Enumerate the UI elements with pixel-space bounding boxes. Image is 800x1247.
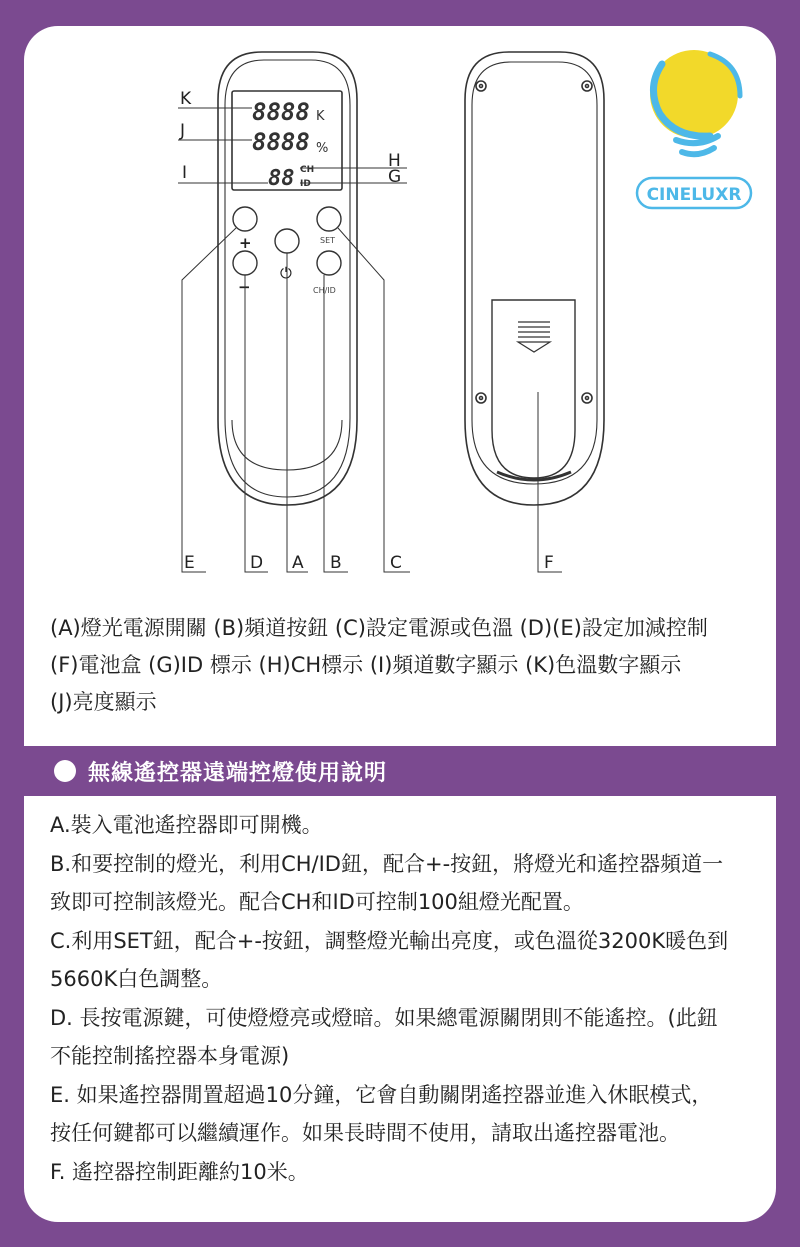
callout-f: F: [544, 553, 554, 573]
callout-g: G: [388, 167, 402, 187]
set-label: SET: [320, 236, 336, 245]
instruction-b-line-2: 致即可控制該燈光。配合CH和ID可控制100組燈光配置。: [50, 890, 584, 914]
legend-line-2: (F)電池盒 (G)ID 標示 (H)CH標示 (I)頻道數字顯示 (K)色溫數字顯示: [50, 653, 682, 677]
lcd-ch-label: CH: [300, 165, 315, 175]
power-icon: ⏻: [280, 264, 292, 282]
cineluxr-logo: [632, 44, 756, 214]
callout-a: A: [292, 553, 304, 573]
section-title: 無線遙控器遠端控燈使用說明: [88, 760, 388, 786]
instructions: [50, 806, 760, 1191]
callout-h: H: [388, 151, 401, 171]
instruction-d-line-1: D. 長按電源鍵，可使燈燈亮或燈暗。如果總電源關閉則不能遙控。(此鈕: [50, 1005, 718, 1030]
chid-button[interactable]: [317, 251, 341, 275]
set-button[interactable]: [317, 207, 341, 231]
instruction-c-line-2: 5660K白色調整。: [50, 967, 223, 991]
plus-button[interactable]: [233, 207, 257, 231]
callout-i: I: [182, 163, 188, 183]
callout-line-back: [538, 392, 562, 572]
legend: [50, 610, 760, 721]
lcd-display: [252, 98, 328, 191]
lcd-row2-digits: 8888: [252, 128, 310, 156]
callout-k: K: [180, 89, 192, 109]
chid-label: CH/ID: [313, 286, 336, 295]
callout-d: D: [250, 553, 264, 573]
lcd-row1-digits: 8888: [252, 98, 310, 126]
instruction-f-line-1: F. 遙控器控制距離約10米。: [50, 1159, 309, 1184]
section-header: [24, 746, 776, 796]
plus-symbol: +: [239, 234, 252, 252]
lcd-id-label: ID: [300, 179, 311, 189]
callout-b: B: [330, 553, 342, 573]
instruction-a-line-1: A.裝入電池遙控器即可開機。: [50, 813, 323, 837]
callout-c: C: [390, 553, 402, 573]
remote-back: [465, 52, 604, 505]
callout-j: J: [180, 121, 186, 141]
instruction-b-line-1: B.和要控制的燈光，利用CH/ID鈕，配合+-按鈕，將燈光和遙控器頻道一: [50, 851, 724, 876]
lcd-row2-unit: %: [316, 141, 329, 156]
lcd-row3-digits: 88: [268, 166, 295, 191]
lcd-row1-unit: K: [316, 109, 325, 124]
instruction-e-line-1: E. 如果遙控器閒置超過10分鐘，它會自動關閉遙控器並進入休眠模式，: [50, 1082, 713, 1107]
callout-e: E: [184, 553, 195, 573]
minus-symbol: −: [238, 278, 251, 296]
legend-line-1: (A)燈光電源開關 (B)頻道按鈕 (C)設定電源或色溫 (D)(E)設定加減控制: [50, 616, 708, 640]
instruction-c-line-1: C.利用SET鈕，配合+-按鈕，調整燈光輸出亮度，或色溫從3200K暖色到: [50, 928, 729, 953]
minus-button[interactable]: [233, 251, 257, 275]
bullet-icon: [54, 760, 76, 782]
logo-text: CINELUXR: [646, 185, 742, 205]
legend-line-3: (J)亮度顯示: [50, 690, 157, 714]
instruction-d-line-2: 不能控制搖控器本身電源): [50, 1044, 290, 1068]
instruction-e-line-2: 按任何鍵都可以繼續運作。如果長時間不使用，請取出遙控器電池。: [50, 1121, 680, 1145]
power-button[interactable]: [275, 229, 299, 253]
